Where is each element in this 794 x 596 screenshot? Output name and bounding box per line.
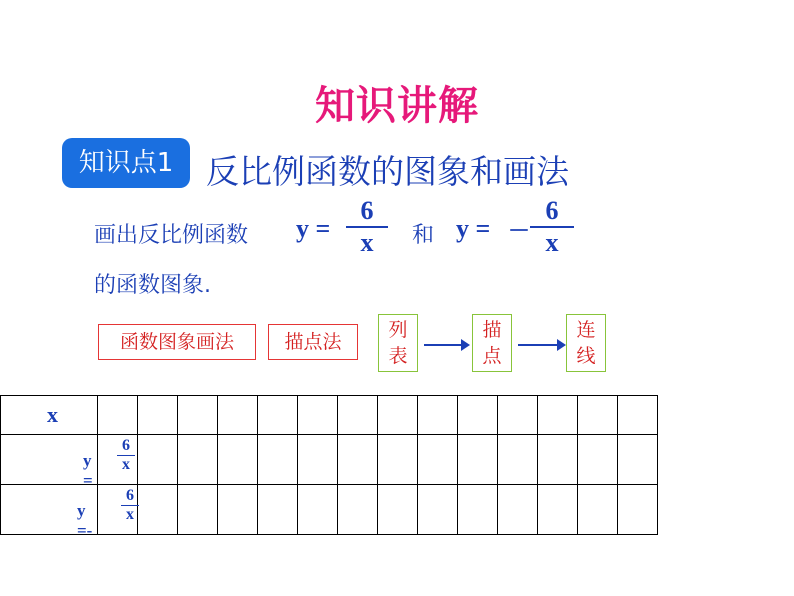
formula-1-lhs: y = xyxy=(296,214,331,243)
table-row xyxy=(1,485,658,535)
table-cell[interactable] xyxy=(538,485,578,535)
table-cell[interactable] xyxy=(378,435,418,485)
table-cell[interactable] xyxy=(538,435,578,485)
formula-2-sign: － xyxy=(508,218,531,243)
table-cell[interactable] xyxy=(458,435,498,485)
step-char: 表 xyxy=(388,345,408,367)
table-cell[interactable] xyxy=(418,485,458,535)
table-cell[interactable] xyxy=(218,396,258,435)
table-cell[interactable] xyxy=(138,396,178,435)
step-char: 点 xyxy=(482,345,502,367)
formula-1-fraction xyxy=(346,198,388,256)
task-intro: 画出反比例函数 xyxy=(94,223,249,248)
table-cell[interactable] xyxy=(178,435,218,485)
table-cell[interactable] xyxy=(618,435,658,485)
table-cell[interactable] xyxy=(538,396,578,435)
knowledge-point-badge: 知识点1 xyxy=(62,138,190,188)
table-cell[interactable] xyxy=(458,396,498,435)
table-cell[interactable] xyxy=(618,485,658,535)
arrow-right-icon xyxy=(424,344,462,346)
row-label-y1: y = 6 x xyxy=(1,435,98,485)
table-cell[interactable] xyxy=(458,485,498,535)
task-and: 和 xyxy=(412,223,435,248)
table-cell[interactable] xyxy=(498,435,538,485)
table-cell[interactable] xyxy=(298,396,338,435)
step-char: 线 xyxy=(576,345,596,367)
step-char: 连 xyxy=(576,319,596,341)
table-cell[interactable] xyxy=(178,485,218,535)
table-cell[interactable] xyxy=(258,396,298,435)
table-cell[interactable] xyxy=(418,435,458,485)
formula-2-lhs: y = xyxy=(456,214,491,243)
table-cell[interactable] xyxy=(338,485,378,535)
table-cell[interactable] xyxy=(138,485,178,535)
task-outro: 的函数图象. xyxy=(94,273,211,298)
table-cell[interactable] xyxy=(498,396,538,435)
table-cell[interactable] xyxy=(378,396,418,435)
table-row xyxy=(1,435,658,485)
table-cell[interactable] xyxy=(498,485,538,535)
step-list-table xyxy=(378,314,418,372)
section-heading: 反比例函数的图象和画法 xyxy=(206,152,569,191)
table-cell[interactable] xyxy=(338,435,378,485)
step-char: 列 xyxy=(388,319,408,341)
formula-2-numerator: 6 xyxy=(545,196,559,225)
step-connect-line xyxy=(566,314,606,372)
table-cell[interactable] xyxy=(218,485,258,535)
table-cell[interactable] xyxy=(258,435,298,485)
table-cell[interactable] xyxy=(618,396,658,435)
table-cell[interactable] xyxy=(578,435,618,485)
table-cell[interactable] xyxy=(138,435,178,485)
arrow-right-icon xyxy=(518,344,558,346)
value-table xyxy=(0,395,658,540)
table-cell[interactable] xyxy=(418,396,458,435)
table-cell[interactable] xyxy=(298,485,338,535)
table-cell[interactable] xyxy=(578,485,618,535)
table-cell[interactable] xyxy=(298,435,338,485)
formula-2-denominator: x xyxy=(545,228,559,257)
method-name-box: 描点法 xyxy=(268,324,358,360)
table-cell[interactable] xyxy=(178,396,218,435)
step-plot-points xyxy=(472,314,512,372)
row-label-y2: y =- 6 x xyxy=(1,485,98,535)
table-cell[interactable] xyxy=(98,396,138,435)
formula-1-numerator: 6 xyxy=(360,196,374,225)
table-cell[interactable] xyxy=(218,435,258,485)
table-cell[interactable] xyxy=(258,485,298,535)
table-cell[interactable] xyxy=(578,396,618,435)
table-row xyxy=(1,396,658,435)
slide-title: 知识讲解 xyxy=(315,83,479,129)
formula-1-denominator: x xyxy=(360,228,374,257)
row-label-x: x xyxy=(1,396,98,435)
method-label-box: 函数图象画法 xyxy=(98,324,256,360)
formula-2-fraction xyxy=(530,198,574,256)
step-char: 描 xyxy=(482,319,502,341)
table-cell[interactable] xyxy=(378,485,418,535)
table-cell[interactable] xyxy=(338,396,378,435)
